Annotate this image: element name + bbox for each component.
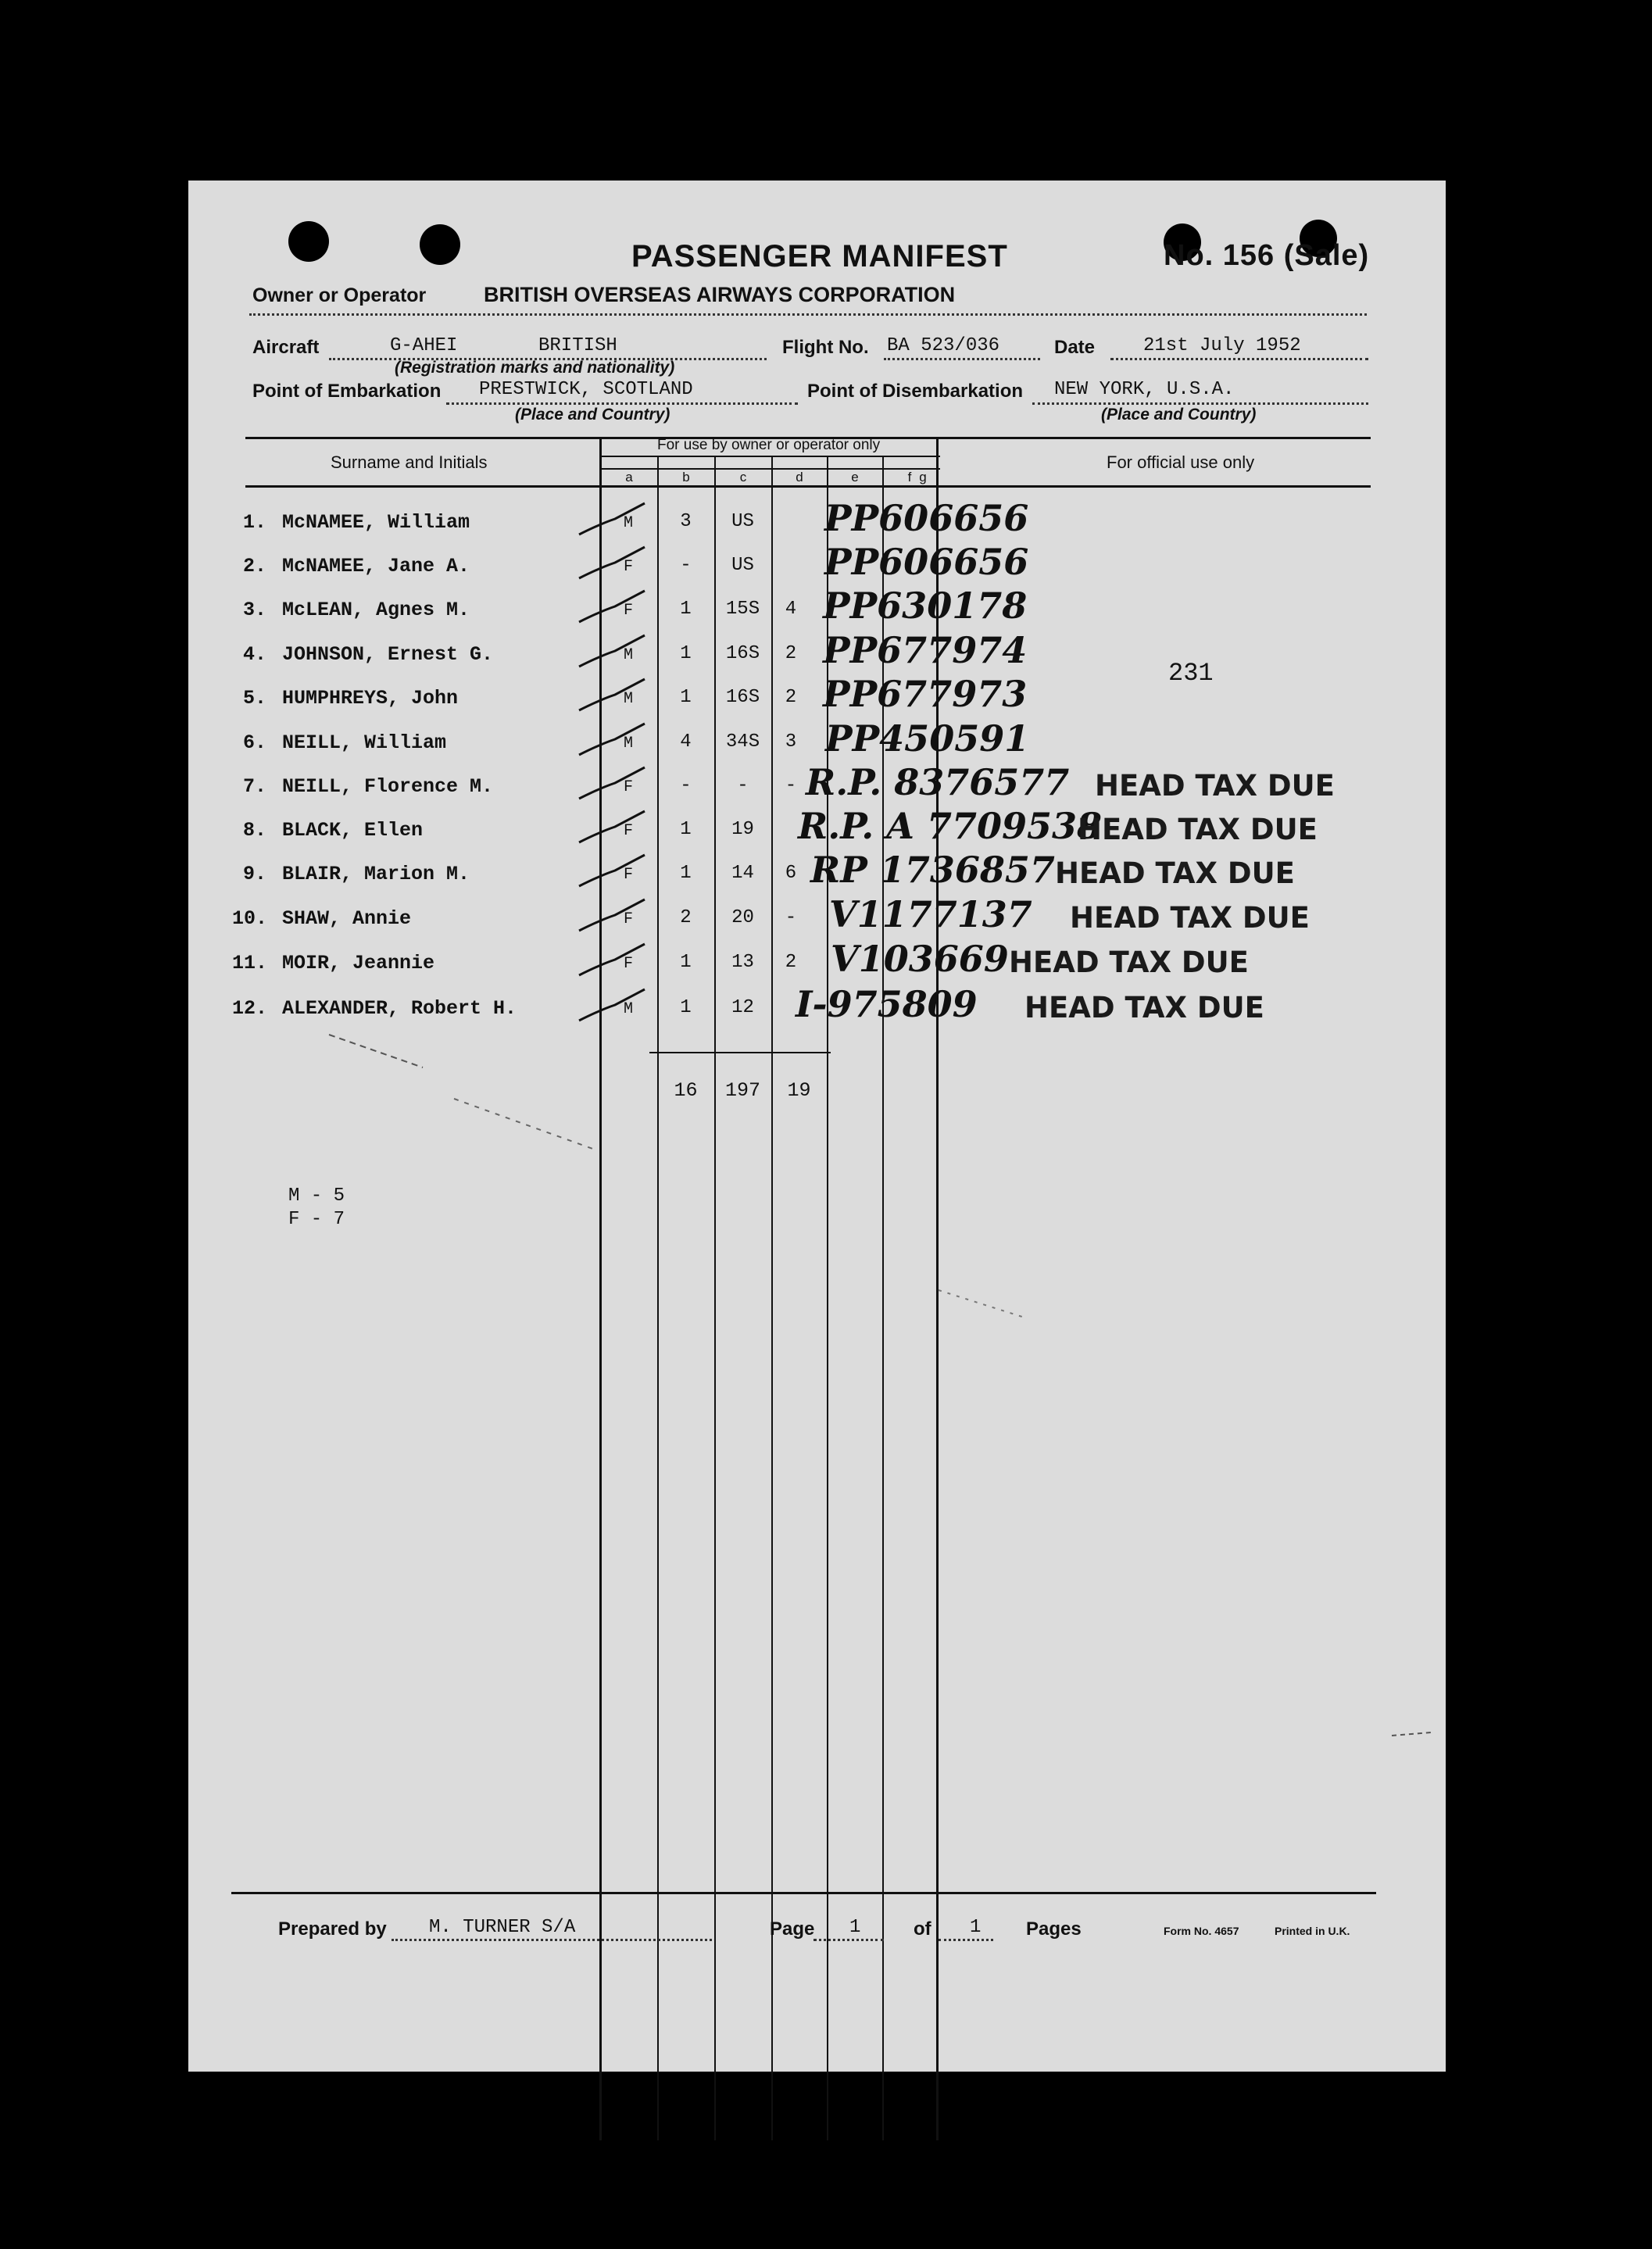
- passport-number: V1177137: [829, 893, 1032, 935]
- passenger-name: McNAMEE, William: [282, 511, 470, 534]
- passenger-name: ALEXANDER, Robert H.: [282, 997, 517, 1020]
- aircraft-registration: G-AHEI: [390, 335, 458, 356]
- passenger-name: SHAW, Annie: [282, 907, 412, 930]
- stray-marks: [188, 181, 1446, 2072]
- col-b-cell: 1: [680, 599, 692, 620]
- col-b-cell: 3: [680, 511, 692, 532]
- of-label: of: [914, 1918, 931, 1940]
- page-title: PASSENGER MANIFEST: [631, 239, 1008, 274]
- owner-value: BRITISH OVERSEAS AIRWAYS CORPORATION: [484, 283, 956, 306]
- passenger-name: JOHNSON, Ernest G.: [282, 643, 494, 666]
- official-number: 231: [1168, 659, 1214, 688]
- owner-use-header: For use by owner or operator only: [657, 437, 881, 453]
- sex-cell: F: [623, 910, 633, 928]
- sex-cell: M: [623, 690, 633, 708]
- col-letter-g: g: [919, 470, 927, 484]
- sex-cell: M: [623, 646, 633, 664]
- col-c-cell: 20: [731, 907, 754, 928]
- row-number: 7.: [243, 775, 267, 798]
- sex-cell: M: [623, 514, 633, 532]
- col-c-cell: 16S: [725, 687, 760, 708]
- male-count: M - 5: [288, 1185, 345, 1207]
- aircraft-nationality: BRITISH: [538, 335, 617, 356]
- total-b: 16: [674, 1079, 698, 1102]
- passport-number: PP677973: [823, 673, 1028, 715]
- col-c-cell: -: [737, 775, 749, 796]
- col-letter-d: d: [796, 470, 803, 484]
- col-b-cell: -: [680, 775, 692, 796]
- printed-in: Printed in U.K.: [1275, 1925, 1350, 1937]
- col-c-cell: 14: [731, 863, 754, 884]
- col-c-cell: 19: [731, 819, 754, 840]
- row-number: 12.: [232, 997, 268, 1020]
- col-d-cell: -: [785, 775, 797, 796]
- female-count: F - 7: [288, 1209, 345, 1230]
- passenger-name: HUMPHREYS, John: [282, 687, 459, 710]
- col-c-cell: 13: [731, 952, 754, 973]
- flight-label: Flight No.: [782, 337, 869, 358]
- row-number: 2.: [243, 555, 267, 577]
- passport-number: PP677974: [823, 629, 1028, 671]
- col-d-cell: 2: [785, 687, 797, 708]
- aircraft-label: Aircraft: [252, 337, 320, 358]
- col-b-cell: 1: [680, 687, 692, 708]
- owner-label: Owner or Operator: [252, 284, 427, 306]
- col-b-cell: 1: [680, 863, 692, 884]
- prepared-by-label: Prepared by: [278, 1918, 387, 1940]
- sex-cell: F: [623, 602, 633, 620]
- passenger-name: McLEAN, Agnes M.: [282, 599, 470, 621]
- passenger-name: NEILL, Florence M.: [282, 775, 494, 798]
- passenger-name: NEILL, William: [282, 731, 447, 754]
- passport-number: I-975809: [796, 983, 978, 1025]
- passport-number: R.P. A 7709538: [798, 805, 1103, 847]
- head-tax-stamp: HEAD TAX DUE: [1055, 856, 1295, 890]
- col-letter-c: c: [739, 470, 747, 484]
- row-number: 5.: [243, 687, 267, 710]
- passport-number: PP606656: [824, 541, 1029, 583]
- col-b-cell: -: [680, 555, 692, 576]
- passport-number: RP 1736857: [810, 849, 1055, 891]
- col-d-cell: 2: [785, 952, 797, 973]
- col-b-cell: 1: [680, 997, 692, 1018]
- aircraft-note: (Registration marks and nationality): [395, 359, 675, 377]
- page-value: 1: [849, 1917, 861, 1938]
- prepared-by-value: M. TURNER S/A: [429, 1917, 576, 1938]
- sex-cell: F: [623, 558, 633, 576]
- official-use-header: For official use only: [1107, 452, 1255, 472]
- col-b-cell: 2: [680, 907, 692, 928]
- col-letter-a: a: [625, 470, 633, 484]
- col-c-cell: 12: [731, 997, 754, 1018]
- col-d-cell: -: [785, 907, 797, 928]
- col-letter-e: e: [851, 470, 859, 484]
- disembarkation-note: (Place and Country): [1101, 406, 1257, 424]
- row-number: 1.: [243, 511, 267, 534]
- total-d: 19: [787, 1079, 811, 1102]
- col-d-cell: 2: [785, 643, 797, 664]
- row-number: 11.: [232, 952, 268, 974]
- sex-cell: M: [623, 1000, 633, 1018]
- head-tax-stamp: HEAD TAX DUE: [1024, 991, 1264, 1024]
- head-tax-stamp: HEAD TAX DUE: [1095, 769, 1335, 803]
- col-c-cell: 15S: [725, 599, 760, 620]
- head-tax-stamp: HEAD TAX DUE: [1078, 813, 1318, 846]
- embarkation-value: PRESTWICK, SCOTLAND: [479, 379, 693, 400]
- col-b-cell: 1: [680, 819, 692, 840]
- col-c-cell: US: [731, 511, 754, 532]
- passenger-name: BLAIR, Marion M.: [282, 863, 470, 885]
- row-number: 4.: [243, 643, 267, 666]
- passenger-name: MOIR, Jeannie: [282, 952, 435, 974]
- embarkation-note: (Place and Country): [515, 406, 670, 424]
- col-d-cell: 4: [785, 599, 797, 620]
- passport-number: V103669: [831, 938, 1009, 980]
- sex-cell: F: [623, 955, 633, 973]
- passport-number: PP450591: [825, 717, 1030, 760]
- manifest-number: No. 156 (Sale): [1164, 239, 1370, 272]
- head-tax-stamp: HEAD TAX DUE: [1070, 901, 1310, 935]
- passenger-name: McNAMEE, Jane A.: [282, 555, 470, 577]
- row-number: 6.: [243, 731, 267, 754]
- form-number: Form No. 4657: [1164, 1925, 1239, 1937]
- page-label: Page: [770, 1918, 815, 1940]
- passport-number: PP606656: [824, 497, 1029, 539]
- row-number: 3.: [243, 599, 267, 621]
- passenger-name: BLACK, Ellen: [282, 819, 424, 842]
- total-c: 197: [724, 1079, 760, 1102]
- pages-label: Pages: [1026, 1918, 1082, 1940]
- col-b-cell: 4: [680, 731, 692, 753]
- col-letter-f: f: [907, 470, 912, 484]
- sex-cell: F: [623, 778, 633, 796]
- col-letter-b: b: [682, 470, 690, 484]
- embarkation-label: Point of Embarkation: [252, 381, 442, 402]
- col-d-cell: 3: [785, 731, 797, 753]
- col-c-cell: 34S: [725, 731, 760, 753]
- sex-cell: F: [623, 822, 633, 840]
- disembarkation-label: Point of Disembarkation: [807, 381, 1024, 402]
- sex-cell: M: [623, 735, 633, 753]
- row-number: 8.: [243, 819, 267, 842]
- passport-number: PP630178: [823, 585, 1028, 627]
- col-c-cell: 16S: [725, 643, 760, 664]
- col-b-cell: 1: [680, 643, 692, 664]
- col-d-cell: 6: [785, 863, 797, 884]
- col-b-cell: 1: [680, 952, 692, 973]
- manifest-sheet: [188, 181, 1446, 2072]
- date-label: Date: [1054, 337, 1096, 358]
- row-number: 9.: [243, 863, 267, 885]
- name-column-header: Surname and Initials: [331, 452, 488, 472]
- col-c-cell: US: [731, 555, 754, 576]
- row-number: 10.: [232, 907, 268, 930]
- date-value: 21st July 1952: [1143, 335, 1301, 356]
- of-value: 1: [970, 1917, 982, 1938]
- disembarkation-value: NEW YORK, U.S.A.: [1054, 379, 1235, 400]
- head-tax-stamp: HEAD TAX DUE: [1009, 946, 1249, 979]
- sex-cell: F: [623, 866, 633, 884]
- flight-number: BA 523/036: [887, 335, 1000, 356]
- passport-number: R.P. 8376577: [806, 761, 1070, 803]
